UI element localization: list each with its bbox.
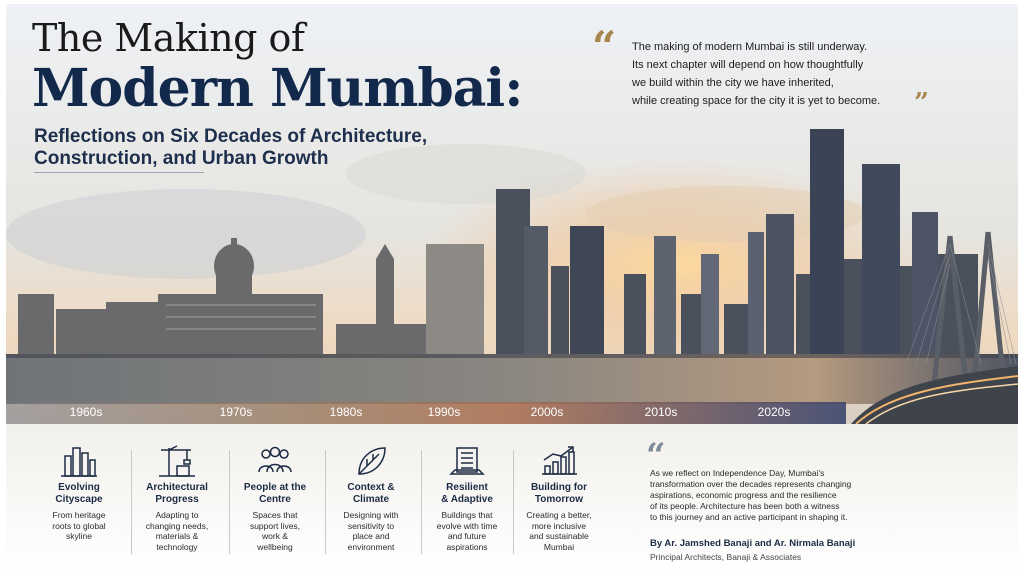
card-desc-line: support lives, (249, 520, 301, 531)
decade-label: 1960s (69, 405, 103, 419)
crane-icon (157, 444, 197, 478)
quote-icon: “ (646, 436, 666, 476)
skyline-icon (59, 444, 99, 478)
card-desc-line: From heritage (52, 510, 106, 520)
card-title-line: Progress (155, 494, 199, 505)
card-title (514, 482, 604, 506)
decade-label: 2020s (757, 405, 791, 419)
card-people-at-the-centre (230, 438, 320, 558)
card-building-for-tomorrow (514, 438, 604, 558)
card-desc-line: technology (156, 541, 198, 552)
card-title (230, 482, 320, 506)
card-description (132, 510, 222, 552)
bottom-quote-line: As we reflect on Independence Day, Mumbai's (650, 468, 825, 478)
decade-timeline (6, 402, 846, 424)
card-title (326, 482, 416, 506)
card-desc-line: Creating a better, (526, 510, 592, 520)
card-desc-line: Buildings that (441, 510, 493, 520)
card-desc-line: sensitivity to (347, 520, 395, 531)
card-description (230, 510, 320, 552)
card-desc-line: Designing with (343, 510, 399, 520)
bottom-quote-line: of its people. Architecture has been both a witness (650, 501, 840, 511)
bottom-quote-line: transformation over the decades represents changing (650, 479, 852, 489)
card-desc-line: skyline (66, 531, 92, 541)
card-desc-line: and future (447, 531, 487, 541)
leaf-icon (351, 444, 391, 478)
top-quote-line: Its next chapter will depend on how thoughtfully (632, 59, 864, 71)
card-title-line: Context & (347, 482, 395, 493)
card-description (326, 510, 416, 552)
decade-label: 1990s (427, 405, 461, 419)
top-quote-line: The making of modern Mumbai is still underway. (632, 41, 868, 53)
card-title-line: & Adaptive (441, 494, 493, 505)
card-desc-line: materials & (155, 531, 199, 541)
subtitle (34, 126, 534, 170)
card-desc-line: wellbeing (257, 541, 293, 552)
card-title-line: Centre (259, 494, 291, 505)
card-title-line: People at the (243, 482, 307, 493)
card-title (132, 482, 222, 506)
bottom-quote-line: aspirations, economic progress and the resilience (650, 490, 837, 500)
theme-cards (14, 438, 614, 558)
card-title-line: Cityscape (55, 494, 103, 505)
card-context-climate (326, 438, 416, 558)
card-title-line: Tomorrow (534, 494, 584, 505)
card-resilient-adaptive (422, 438, 512, 558)
bottom-quote-text (650, 468, 878, 523)
card-desc-line: environment (347, 541, 395, 552)
card-title-line: Climate (352, 494, 390, 505)
card-desc-line: Mumbai (543, 541, 575, 552)
infographic-page (6, 4, 1018, 572)
bottom-quote-line: to this journey and an active participant in shaping it. (650, 512, 848, 522)
card-title-line: Architectural (146, 482, 208, 493)
card-title-line: Resilient (446, 482, 488, 493)
card-title-line: Building for (530, 482, 588, 493)
subtitle-line-2: Construction, and Urban Growth (34, 148, 329, 169)
decade-label: 2010s (644, 405, 678, 419)
card-desc-line: changing needs, (145, 520, 209, 531)
close-quote-icon: ” (914, 88, 929, 118)
card-desc-line: work & (262, 531, 288, 541)
growth-chart-icon (539, 444, 579, 478)
card-description (514, 510, 604, 552)
card-desc-line: more inclusive (531, 520, 587, 531)
card-description (34, 510, 124, 542)
people-icon (255, 444, 295, 478)
card-architectural-progress (132, 438, 222, 558)
building-icon (447, 444, 487, 478)
card-desc-line: roots to global (52, 520, 106, 531)
top-quote-line: while creating space for the city it is yet to become. (632, 95, 881, 107)
card-desc-line: Spaces that (252, 510, 298, 520)
title-line-1: The Making of (32, 16, 305, 60)
card-description (422, 510, 512, 552)
subtitle-line-1: Reflections on Six Decades of Architecture, (34, 126, 428, 147)
decade-label: 1980s (329, 405, 363, 419)
card-title (34, 482, 124, 506)
decade-label: 2000s (530, 405, 564, 419)
card-title (422, 482, 512, 506)
decade-label: 1970s (219, 405, 253, 419)
author-name: By Ar. Jamshed Banaji and Ar. Nirmala Banaji (650, 538, 856, 549)
card-desc-line: place and (352, 531, 390, 541)
card-desc-line: and sustainable (529, 531, 589, 541)
title-line-2: Modern Mumbai: (32, 58, 523, 119)
card-desc-line: Adapting to (155, 510, 199, 520)
card-desc-line: evolve with time (436, 520, 498, 531)
title-divider (34, 172, 204, 173)
open-quote-icon: “ (592, 22, 617, 71)
author-role: Principal Architects, Banaji & Associates (650, 552, 802, 562)
top-quote-line: we build within the city we have inherited, (632, 77, 834, 89)
card-title-line: Evolving (58, 482, 100, 493)
card-evolving-cityscape (34, 438, 124, 558)
card-desc-line: aspirations (446, 541, 488, 552)
